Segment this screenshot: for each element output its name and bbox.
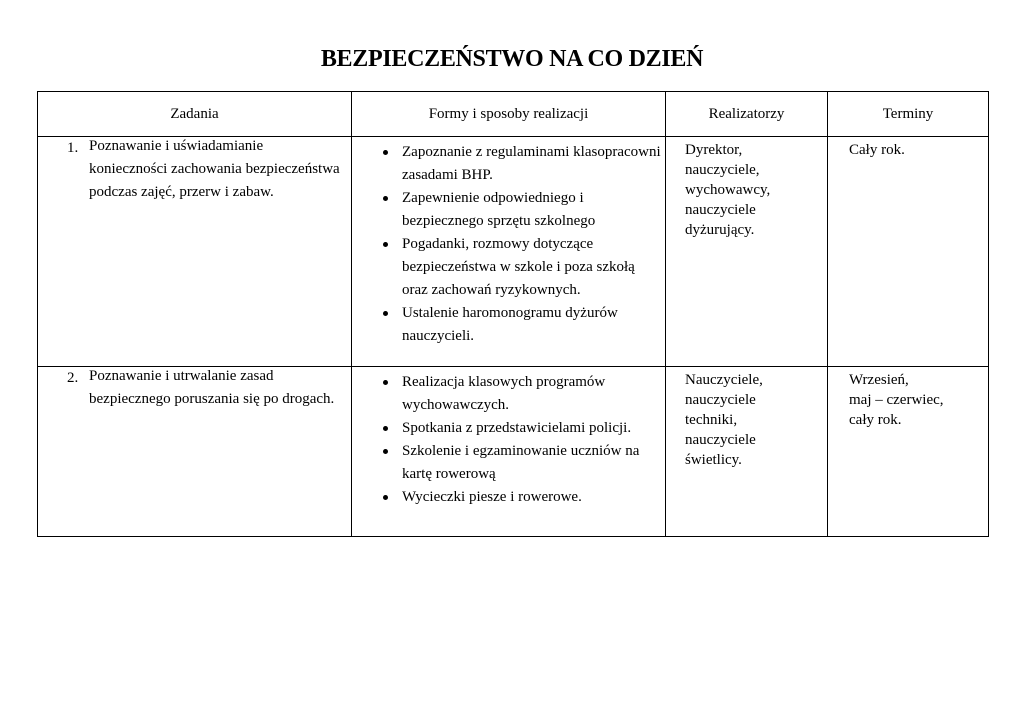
implementer-line: nauczyciele (685, 432, 756, 448)
implementers-cell (666, 367, 828, 537)
plan-table (37, 91, 989, 537)
list-item: Pogadanki, rozmowy dotyczące bezpieczeństwa w szkole i poza szkołą oraz zachowań ryzykownych. (380, 233, 661, 302)
list-item: Realizacja klasowych programów wychowawczych. (380, 371, 661, 417)
forms-list (352, 137, 665, 348)
list-item: Spotkania z przedstawicielami policji. (380, 417, 661, 440)
implementer-line: Nauczyciele, (685, 372, 763, 388)
table-row (38, 367, 989, 537)
task-number: 2. (67, 370, 79, 386)
implementers-cell (666, 137, 828, 367)
task-text: Poznawanie i utrwalanie zasad bezpiecznego poruszania się po drogach. (89, 368, 335, 407)
header-terms: Terminy (828, 92, 989, 137)
implementer-line: wychowawcy, (685, 182, 771, 198)
implementer-line: nauczyciele, (685, 162, 760, 178)
document-title: BEZPIECZEŃSTWO NA CO DZIEŃ (320, 46, 704, 72)
term-line: maj – czerwiec, (849, 392, 944, 408)
term-line: cały rok. (849, 412, 902, 428)
header-forms: Formy i sposoby realizacji (352, 92, 666, 137)
list-item: Zapoznanie z regulaminami klasopracowni zasadami BHP. (380, 141, 661, 187)
task-text: Poznawanie i uświadamianie konieczności zachowania bezpieczeństwa podczas zajęć, przerw i zabaw. (89, 138, 340, 200)
header-implementers: Realizatorzy (666, 92, 828, 137)
forms-cell (352, 367, 666, 537)
task-number: 1. (67, 140, 79, 156)
list-item: Zapewnienie odpowiedniego i bezpiecznego sprzętu szkolnego (380, 187, 661, 233)
task-cell (38, 137, 352, 367)
terms-cell (828, 367, 989, 537)
implementer-line: techniki, (685, 412, 738, 428)
implementer-line: świetlicy. (685, 452, 742, 468)
list-item: Szkolenie i egzaminowanie uczniów na kartę rowerową (380, 440, 661, 486)
list-item: Wycieczki piesze i rowerowe. (380, 486, 661, 509)
list-item: Ustalenie haromonogramu dyżurów nauczycieli. (380, 302, 661, 348)
terms-cell (828, 137, 989, 367)
implementer-line: nauczyciele (685, 392, 756, 408)
term-line: Wrzesień, (849, 372, 909, 388)
table-row (38, 137, 989, 367)
forms-cell (352, 137, 666, 367)
implementer-line: dyżurujący. (685, 222, 755, 238)
task-cell (38, 367, 352, 537)
implementer-line: nauczyciele (685, 202, 756, 218)
term-line: Cały rok. (849, 142, 905, 158)
forms-list (352, 367, 665, 509)
header-tasks: Zadania (38, 92, 352, 137)
table-header-row (38, 92, 989, 137)
implementer-line: Dyrektor, (685, 142, 743, 158)
